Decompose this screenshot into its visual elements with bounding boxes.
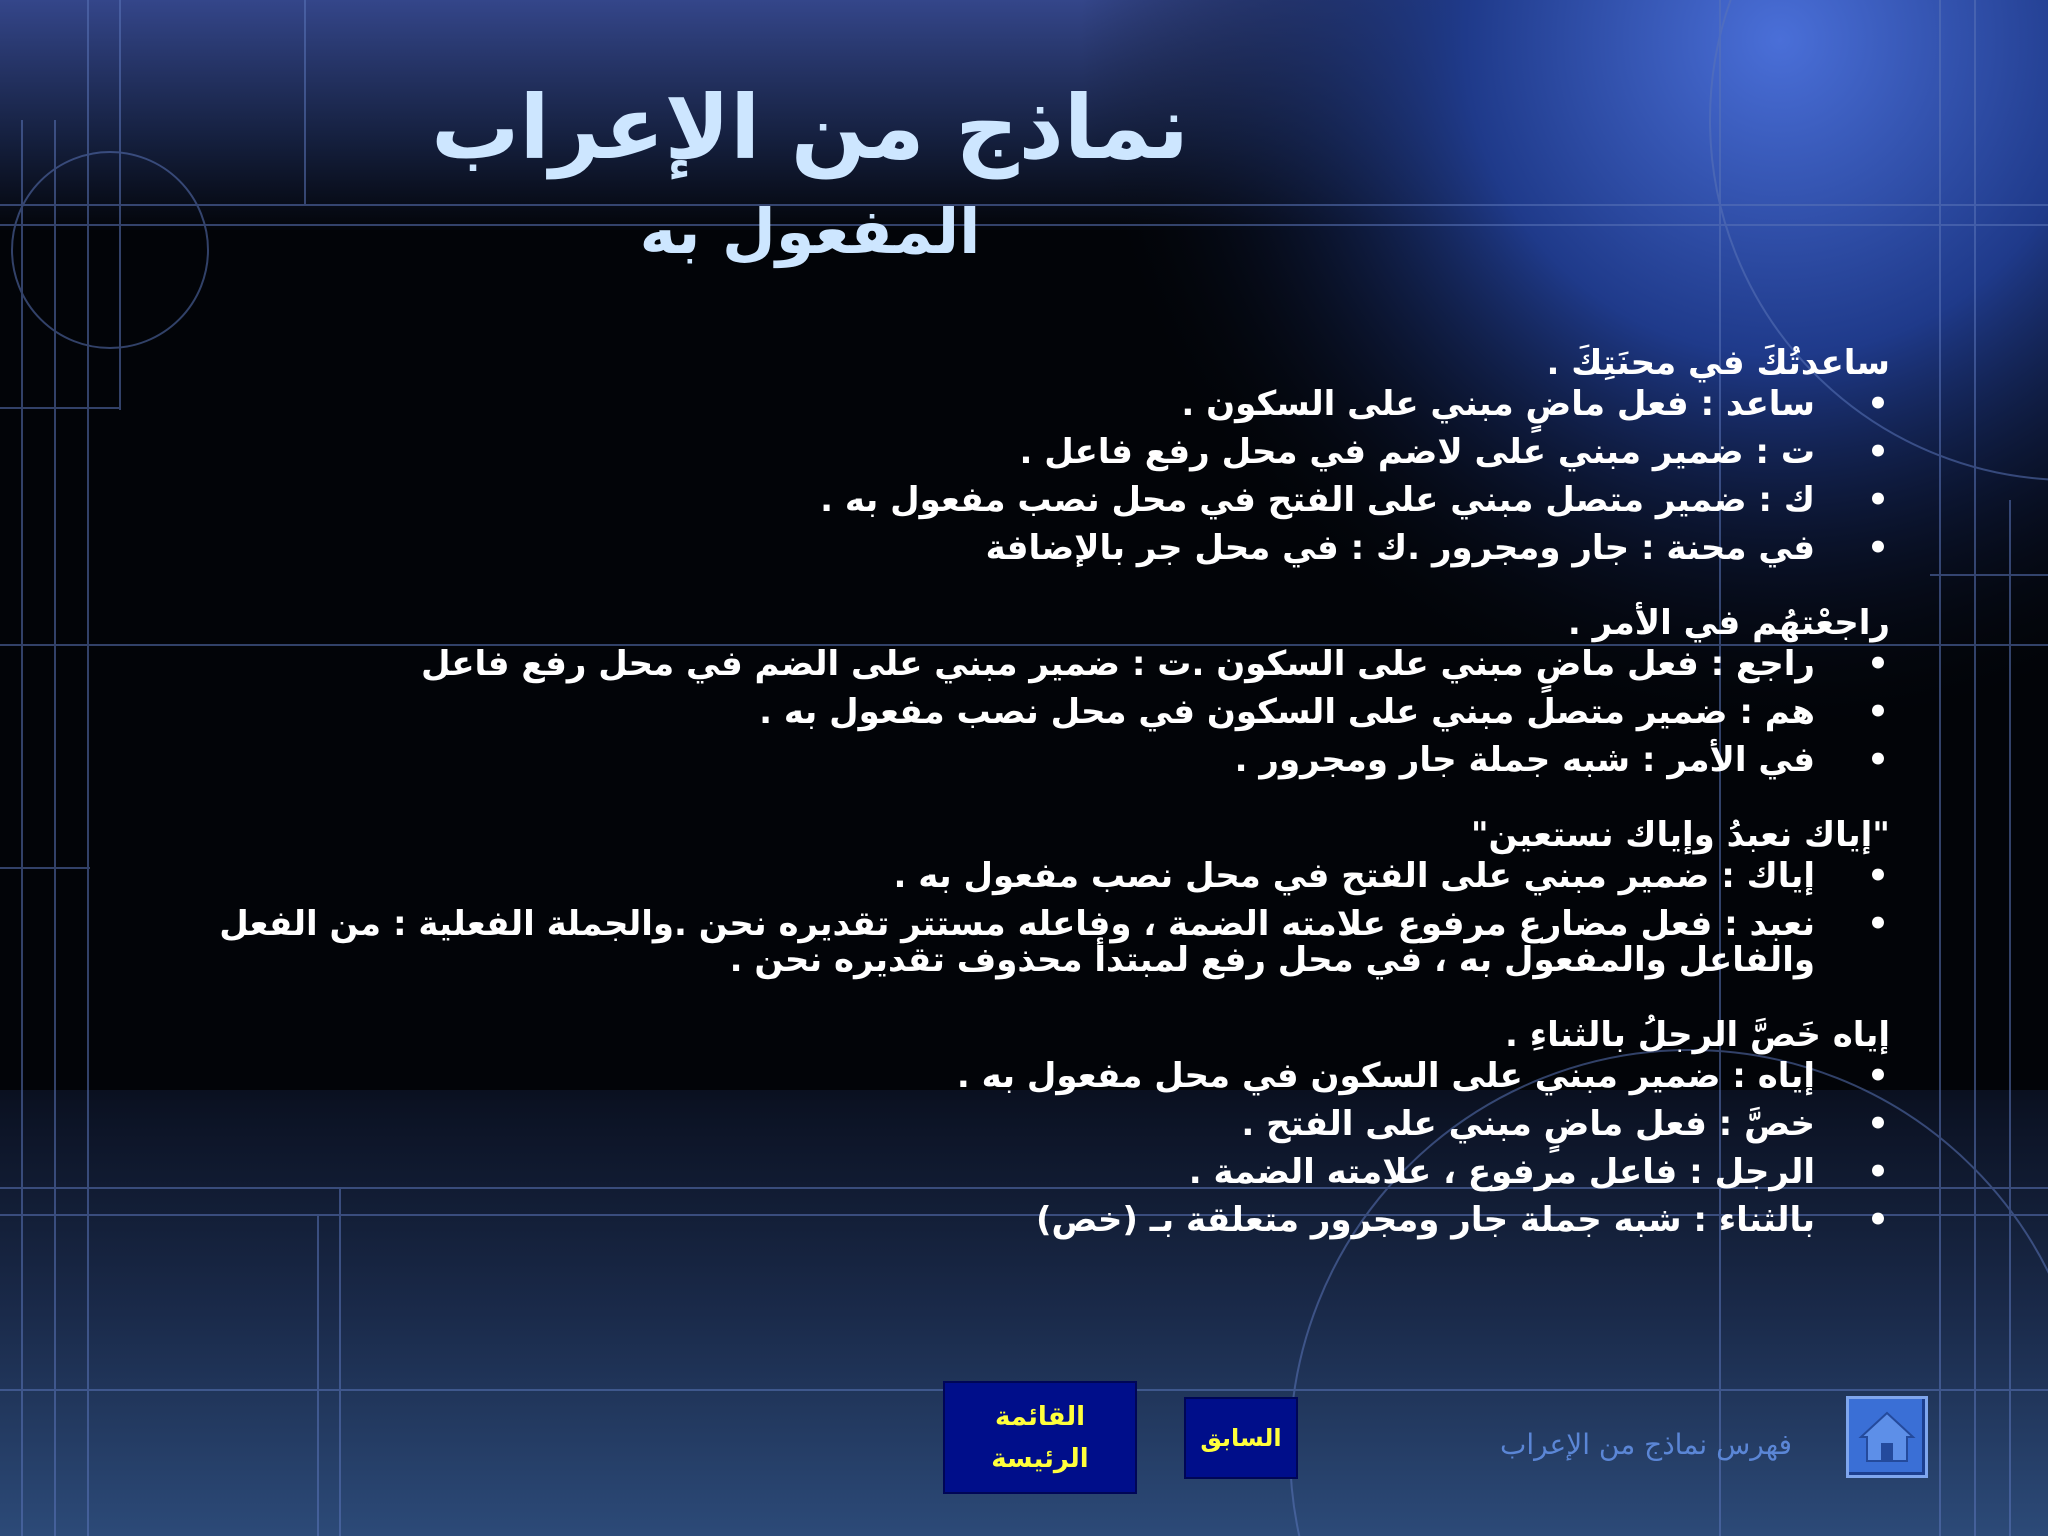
bullet-icon: • xyxy=(1867,692,1889,732)
list-item-text: نعبد : فعل مضارع مرفوع علامته الضمة ، وفاعله مستتر تقديره نحن .والجملة الفعلية : من الفعل والفاعل والمفعول به ، في محل رفع لمبتدأ محذوف تقديره نحن . xyxy=(219,904,1815,980)
bullet-icon: • xyxy=(1867,856,1889,896)
list-item xyxy=(170,856,1889,896)
list-item-text: بالثناء : شبه جملة جار ومجرور متعلقة بـ (خص) xyxy=(1035,1200,1815,1240)
list-item xyxy=(170,1152,1889,1192)
list-item xyxy=(170,384,1889,424)
example-sentence: "إياك نعبدُ وإياك نستعين" xyxy=(1470,815,1890,855)
list-item-text: الرجل : فاعل مرفوع ، علامته الضمة . xyxy=(1188,1152,1815,1192)
list-item xyxy=(170,740,1889,780)
example-sentence: إياه خَصَّ الرجلُ بالثناءِ . xyxy=(1504,1015,1890,1055)
list-item xyxy=(170,1056,1889,1096)
analysis-list xyxy=(170,386,1890,566)
list-item-text: ساعد : فعل ماضٍ مبني على السكون . xyxy=(1181,384,1815,424)
home-icon xyxy=(1849,1399,1925,1475)
bullet-icon: • xyxy=(1867,1056,1889,1096)
list-item-text: هم : ضمير متصل مبني على السكون في محل نصب مفعول به . xyxy=(759,692,1815,732)
bullet-icon: • xyxy=(1867,1200,1889,1240)
example-block-1 xyxy=(170,340,1890,566)
bullet-icon: • xyxy=(1867,644,1889,684)
bullet-icon: • xyxy=(1867,528,1889,568)
bullet-icon: • xyxy=(1867,1152,1889,1192)
list-item-text: ك : ضمير متصل مبني على الفتح في محل نصب مفعول به . xyxy=(820,480,1815,520)
previous-button[interactable]: السابق xyxy=(1184,1397,1298,1479)
list-item xyxy=(170,528,1889,568)
bullet-icon: • xyxy=(1867,904,1889,944)
example-block-4 xyxy=(170,1012,1890,1238)
list-item-text: خصَّ : فعل ماضٍ مبني على الفتح . xyxy=(1241,1104,1815,1144)
analysis-list xyxy=(170,646,1890,778)
bullet-icon: • xyxy=(1867,1104,1889,1144)
list-item-text: في محنة : جار ومجرور .ك : في محل جر بالإضافة xyxy=(985,528,1815,568)
analysis-list xyxy=(170,1058,1890,1238)
list-item-text: إياك : ضمير مبني على الفتح في محل نصب مفعول به . xyxy=(893,856,1815,896)
bullet-icon: • xyxy=(1867,384,1889,424)
list-item xyxy=(170,1200,1889,1240)
list-item-text: إياه : ضمير مبني على السكون في محل مفعول به . xyxy=(956,1056,1815,1096)
main-menu-button[interactable]: القائمة الرئيسة xyxy=(943,1381,1137,1494)
list-item-text: راجع : فعل ماضٍ مبني على السكون .ت : ضمير مبني على الضم في محل رفع فاعل xyxy=(420,644,1815,684)
home-button[interactable] xyxy=(1846,1396,1928,1478)
list-item xyxy=(170,644,1889,684)
list-item-text: في الأمر : شبه جملة جار ومجرور . xyxy=(1234,740,1815,780)
example-block-3 xyxy=(170,812,1890,978)
examples-content xyxy=(170,340,1890,1272)
index-link[interactable]: فهرس نماذج من الإعراب xyxy=(1499,1428,1792,1461)
list-item xyxy=(170,904,1889,980)
list-item xyxy=(170,1104,1889,1144)
example-block-2 xyxy=(170,600,1890,778)
list-item xyxy=(170,432,1889,472)
bullet-icon: • xyxy=(1867,432,1889,472)
list-item xyxy=(170,692,1889,732)
list-item-text: ت : ضمير مبني على لاضم في محل رفع فاعل . xyxy=(1019,432,1815,472)
page-title: نماذج من الإعراب xyxy=(431,76,1189,179)
page-subtitle: المفعول به xyxy=(639,195,981,268)
example-sentence: ساعدتُكَ في محنَتِكَ . xyxy=(1546,343,1890,383)
list-item xyxy=(170,480,1889,520)
analysis-list xyxy=(170,858,1890,978)
bullet-icon: • xyxy=(1867,480,1889,520)
bullet-icon: • xyxy=(1867,740,1889,780)
example-sentence: راجعْتهُم في الأمر . xyxy=(1567,603,1890,643)
